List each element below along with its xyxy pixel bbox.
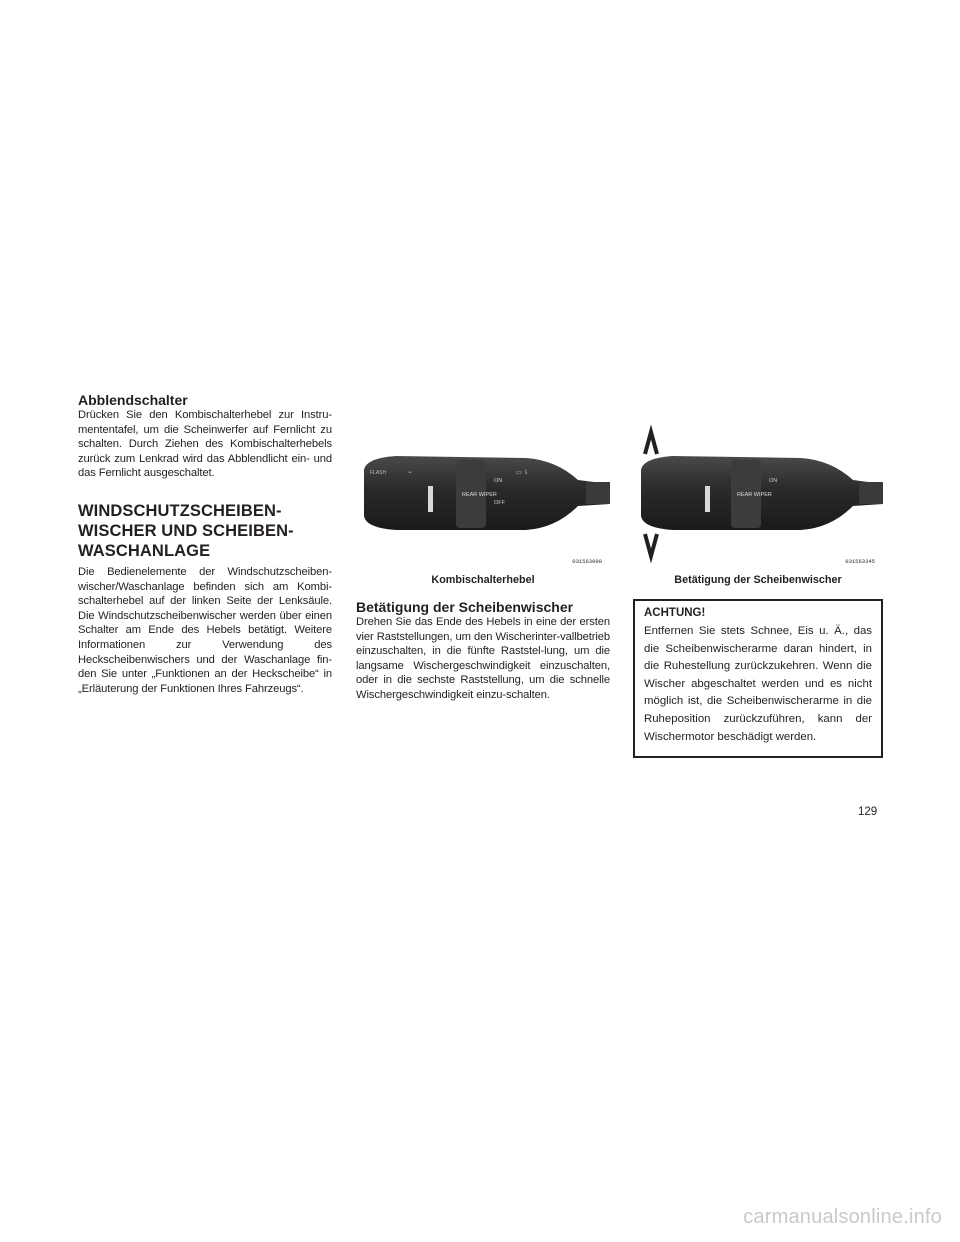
lever-indicator-mark (705, 486, 710, 512)
lever-stalk (859, 482, 883, 504)
lever-label-rear-wiper: REAR WIPER (737, 492, 772, 498)
figure-code: 031563345 (845, 558, 875, 565)
lever-label-off: OFF (494, 500, 505, 506)
svg-text:▭ ⇂: ▭ ⇂ (516, 470, 529, 476)
wiper-rotation-illustration (633, 424, 883, 570)
rotation-arrow-up-icon (645, 432, 657, 454)
warning-text: Entfernen Sie stets Schnee, Eis u. Ä., das die Scheibenwischerarme daran hindert, in die Ruhestellung zurückzukehren. Wenn die Wischer abgeschaltet werden und es nicht möglich ist, die Scheibenwischerarme in die Ruheposition zurückzuführen, kann der Wischermotor beschädigt werden. (644, 625, 872, 743)
rotation-arrow-down-icon (645, 534, 657, 556)
watermark: carmanualsonline.info (743, 1206, 942, 1228)
lever-label-on: ON (769, 478, 778, 484)
middle-column (356, 424, 610, 703)
lever-illustration (356, 424, 610, 570)
svg-text:⌁: ⌁ (408, 470, 412, 476)
lever-label-rear-wiper: REAR WIPER (462, 492, 497, 498)
figure-caption-wiper-operation: Betätigung der Scheibenwischer (674, 574, 842, 586)
figure-wiper-operation (633, 424, 883, 570)
section-title-wipers: WINDSCHUTZSCHEIBEN-WISCHER UND SCHEIBEN-WASCHANLAGE (78, 501, 294, 560)
warning-title: ACHTUNG! (644, 607, 706, 619)
heading-dimmer-switch: Abblendschalter (78, 392, 188, 408)
page-number: 129 (858, 806, 878, 818)
svg-text:FLASH: FLASH (370, 470, 387, 476)
left-column (78, 392, 332, 696)
paragraph-dimmer-switch: Drücken Sie den Kombischalterhebel zur Instru-mententafel, um die Scheinwerfer auf Fernlicht zu schalten. Durch Ziehen des Kombischalterhebels zurück zum Lenkrad wird das Abblendlicht ein- und das Fernlicht ausgeschaltet. (78, 409, 332, 480)
paragraph-wiper-operation: Drehen Sie das Ende des Hebels in eine der ersten vier Raststellungen, um den Wischerinter-vallbetrieb einzuschalten, in die fünfte Raststel-lung, um die langsame Wischergeschwindigkeit einzuschalten, oder in die sechste Raststellung, um die schnelle Wischergeschwindigkeit einzu-schalten. (356, 616, 610, 701)
warning-box (633, 599, 883, 758)
heading-wiper-operation: Betätigung der Scheibenwischer (356, 599, 574, 615)
figure-multifunction-lever (356, 424, 610, 570)
paragraph-wipers-intro: Die Bedienelemente der Windschutzscheiben-wischer/Waschanlage befinden sich am Kombi-schalterhebel auf der linken Seite der Lenksäule. Die Windschutzscheibenwischer werden über einen Schalter am Ende des Hebels betätigt. Weitere Informationen zur Verwendung des Heckscheibenwischers und der Waschanlage fin-den Sie unter „Funktionen an der Heckscheibe“ in „Erläuterung der Funktionen Ihres Fahrzeugs“. (78, 565, 332, 695)
figure-caption-lever: Kombischalterhebel (431, 574, 535, 586)
right-column (633, 424, 883, 758)
lever-label-on: ON (494, 478, 503, 484)
lever-indicator-mark (428, 486, 433, 512)
lever-stalk (586, 482, 610, 504)
figure-code: 031563090 (572, 558, 602, 565)
